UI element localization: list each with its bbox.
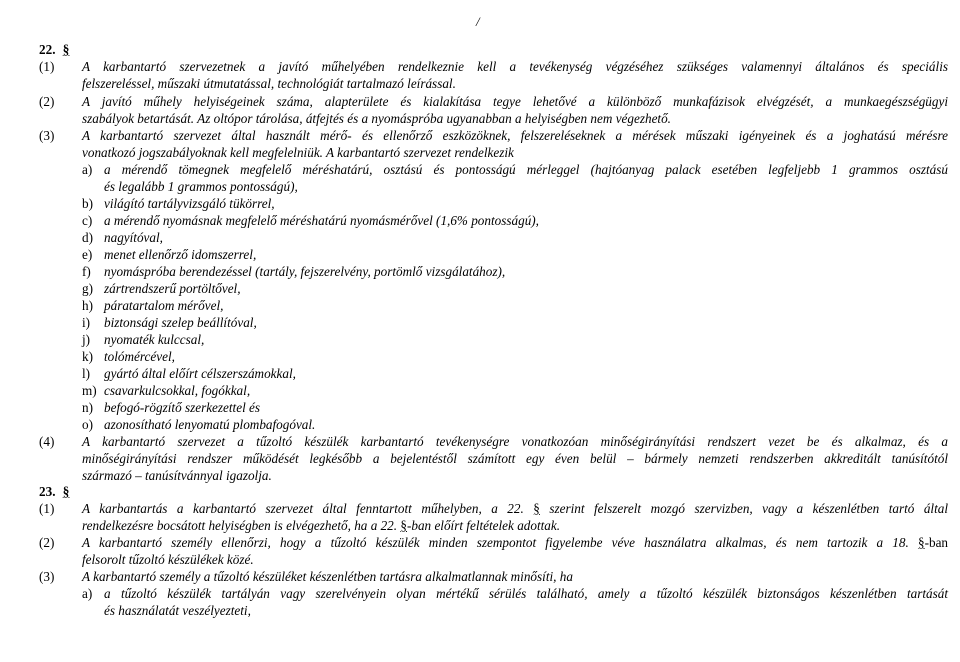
s22-p4-line1: A karbantartó szervezet a tűzoltó készülék karbantartó tevékenységre vonatkozóan minőségirányítási rendszert vezet be és alkalmaz, és a [82,434,948,449]
s23-p2-mark: § [917,535,925,550]
s22-item-text: a mérendő nyomásnak megfelelő méréshatárú nyomásmérővel (1,6% pontosságú), [104,213,539,228]
s22-p2-line1: A javító műhely helyiségeinek száma, alapterülete és kialakítása tegye lehetővé a különböző munkafázisok elvégzését, a munkaegészségügyi [82,94,948,109]
s22-item-letter: o) [82,417,93,432]
s22-p4-line2: minőségirányítási rendszer működését legkésőbb a bejelentéstől számított egy éven belül – bármely nemzeti rendszerben akkreditált tanúsítótól [82,451,948,466]
s23-p1-line1a: A karbantartás a karbantartó szervezet által fenntartott műhelyben, a 22. [82,501,524,516]
s22-item-text: zártrendszerű portöltővel, [104,281,241,296]
s22-item-text: biztonsági szelep beállítóval, [104,315,257,330]
s23-p1-line1 [82,500,948,517]
s23-p1-line2a: rendelkezésre bocsátott helyiségben is elvégezhető, ha a 22. [82,518,398,533]
s22-item-letter: m) [82,383,97,398]
s23-p2-line1a: A karbantartó személy ellenőrzi, hogy a tűzoltó készülék minden szempontot figyelembe véve használatra alkalmas, és nem tartozik a 18. [82,535,909,550]
s22-p3-line1: A karbantartó szervezet által használt mérő- és ellenőrző eszközöknek, felszereléseknek a mérések műszaki igényeinek és a joghatású mérésre [82,128,948,143]
s22-p2-line2b: Az oltópor tárolása, átfejtés és a nyomáspróba ugyanabban a helyiségben nem végezhető. [197,111,671,126]
s22-item-letter: l) [82,366,91,381]
section-23-heading [39,483,69,500]
s23-item-letter: a) [82,586,93,601]
section-22-mark: § [62,42,70,57]
s23-p2-line2: felsorolt tűzoltó készülékek közé. [82,552,254,567]
s22-item-letter: i) [82,315,91,330]
s22-item-letter: a) [82,162,93,177]
s22-item-text: nyomaték kulccsal, [104,332,205,347]
s22-item-letter: b) [82,196,93,211]
s22-p4-number: (4) [39,434,55,449]
s22-item-letter: j) [82,332,91,347]
s22-item-letter: d) [82,230,93,245]
s22-p2-line2a: szabályok betartását. [82,111,195,126]
s23-p2-line1 [82,534,948,551]
s23-p1-line2b: -ban előírt feltételek adottak. [406,518,561,533]
s23-item-text: a tűzoltó készülék tartályán vagy szerelvényein olyan mértékű sérülés található, amely a tűzoltó készülék biztonságos készenlétben tartását [104,586,948,601]
s23-p2-line1b: -ban [924,535,949,550]
section-22-heading [39,41,69,58]
s22-item-text: menet ellenőrző idomszerrel, [104,247,257,262]
s22-p3-line2a: vonatkozó jogszabályoknak kell megfelelniük. [82,145,323,160]
header-mark: / [476,14,480,29]
s23-p1-mark2: § [400,518,407,533]
s22-p2-number: (2) [39,94,55,109]
s23-p3-line1: A karbantartó személy a tűzoltó készüléket készenlétben tartásra alkalmatlannak minősíti, ha [82,569,573,584]
section-22-number: 22. [39,42,56,57]
s23-p1-number: (1) [39,501,55,516]
s22-item-letter: g) [82,281,93,296]
s22-item-letter: e) [82,247,93,262]
s22-p3-line2b: A karbantartó szervezet rendelkezik [326,145,514,160]
s22-item-text: gyártó által előírt célszerszámokkal, [104,366,296,381]
s22-item-text: csavarkulcsokkal, fogókkal, [104,383,251,398]
section-23-mark: § [62,484,70,499]
s22-item-text: a mérendő tömegnek megfelelő méréshatárú, osztású és pontosságú mérleggel (hajtóanyag palack esetében legfeljebb 1 grammos osztású [104,162,948,177]
s22-p4-line3: származó – tanúsítvánnyal igazolja. [82,468,272,483]
s22-item-text: tolómércével, [104,349,175,364]
s22-p3-number: (3) [39,128,55,143]
s22-item-letter: f) [82,264,91,279]
s22-p2-line2 [82,110,671,127]
s22-item-letter: c) [82,213,93,228]
s22-p3-line2 [82,144,514,161]
s22-item-letter: h) [82,298,93,313]
s22-item-text: azonosítható lenyomatú plombafogóval. [104,417,316,432]
s22-item-text: nyomáspróba berendezéssel (tartály, fejszerelvény, portömlő vizsgálatához), [104,264,506,279]
s22-p1-number: (1) [39,59,55,74]
s23-p3-number: (3) [39,569,55,584]
s22-item-text: befogó-rögzítő szerkezettel és [104,400,261,415]
s23-p1-line1b: szerint felszerelt mozgó szervizben, vagy a készenlétben tartó által [549,501,949,516]
s22-item-text: nagyítóval, [104,230,163,245]
s23-item-cont: és használatát veszélyezteti, [104,603,251,618]
section-23-number: 23. [39,484,56,499]
s23-p2-number: (2) [39,535,55,550]
s22-item-text: világító tartályvizsgáló tükörrel, [104,196,275,211]
s22-p1-line2: felszereléssel, műszaki útmutatással, technológiát tartalmazó leírással. [82,76,456,91]
s22-item-text: páratartalom mérővel, [104,298,224,313]
s23-p1-line2 [82,517,560,534]
s22-p1-line1: A karbantartó szervezetnek a javító műhelyében rendelkeznie kell a tevékenység végzéséhez szükséges valamennyi általános és speciális [82,59,948,74]
s22-item-letter: k) [82,349,93,364]
s22-item-letter: n) [82,400,93,415]
s22-item-cont: és legalább 1 grammos pontosságú), [104,179,298,194]
s23-p1-mark: § [533,501,540,516]
